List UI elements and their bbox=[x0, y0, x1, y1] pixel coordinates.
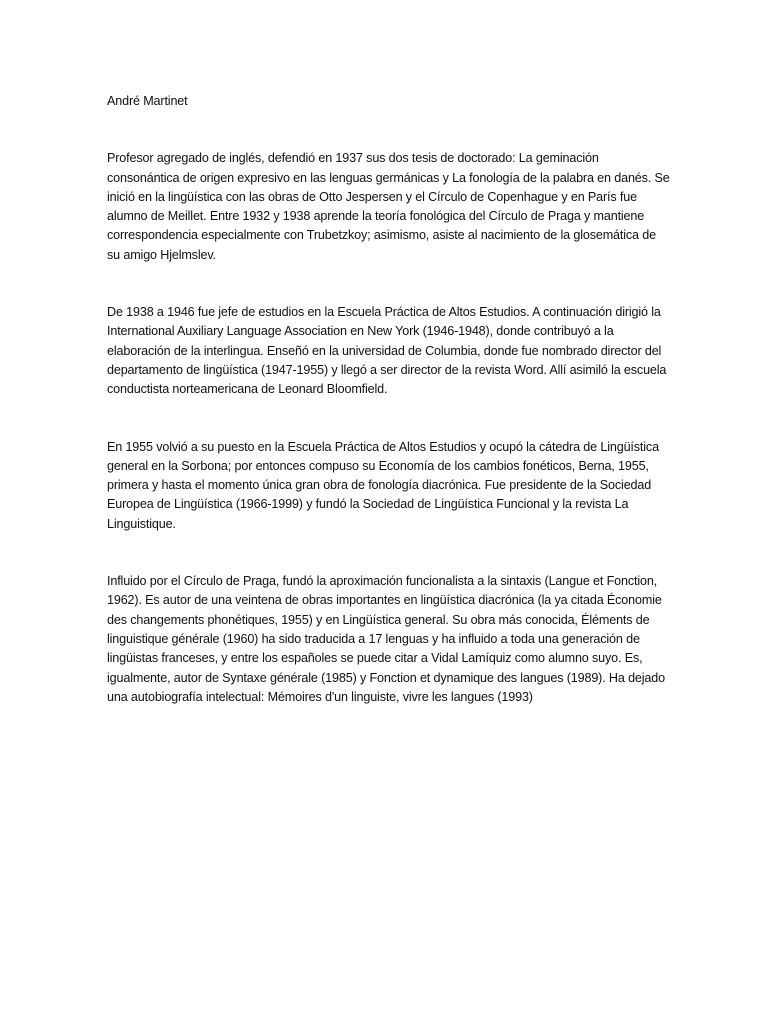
document-title: André Martinet bbox=[107, 94, 188, 108]
document-page bbox=[107, 92, 672, 745]
paragraph-1: Profesor agregado de inglés, defendió en 1937 sus dos tesis de doctorado: La geminación consonántica de origen expresivo en las lenguas germánicas y La fonología de la palabra en danés. Se inició en la lingüística con las obras de Otto Jespersen y el Círculo de Copenhague y en París fue alumno de Meillet. Entre 1932 y 1938 aprende la teoría fonológica del Círculo de Praga y mantiene correspondencia especialmente con Trubetzkoy; asimismo, asiste al nacimiento de la glosemática de su amigo Hjelmslev. bbox=[107, 151, 670, 262]
paragraph-2: De 1938 a 1946 fue jefe de estudios en la Escuela Práctica de Altos Estudios. A continuación dirigió la International Auxiliary Language Association en New York (1946-1948), donde contribuyó a la elaboración de la interlingua. Enseñó en la universidad de Columbia, donde fue nombrado director del departamento de lingüística (1947-1955) y llegó a ser director de la revista Word. Allí asimiló la escuela conductista norteamericana de Leonard Bloomfield. bbox=[107, 305, 667, 397]
paragraph-3: En 1955 volvió a su puesto en la Escuela Práctica de Altos Estudios y ocupó la cátedra de Lingüística general en la Sorbona; por entonces compuso su Economía de los cambios fonéticos, Berna, 1955, primera y hasta el momento única gran obra de fonología diacrónica. Fue presidente de la Sociedad Europea de Lingüística (1966-1999) y fundó la Sociedad de Lingüística Funcional y la revista La Linguistique. bbox=[107, 439, 659, 531]
paragraph-4: Influido por el Círculo de Praga, fundó la aproximación funcionalista a la sintaxis (Langue et Fonction, 1962). Es autor de una veintena de obras importantes en lingüística diacrónica (la ya citada Économie des changements phonétiques, 1955) y en Lingüística general. Su obra más conocida, Éléments de linguistique générale (1960) ha sido traducida a 17 lenguas y ha influido a toda una generación de lingüistas franceses, y entre los españoles se puede citar a Vidal Lamíquiz como alumno suyo. Es, igualmente, autor de Syntaxe générale (1985) y Fonction et dynamique des langues (1989). Ha dejado una autobiografía intelectual: Mémoires d'un linguiste, vivre les langues (1993) bbox=[107, 574, 665, 704]
